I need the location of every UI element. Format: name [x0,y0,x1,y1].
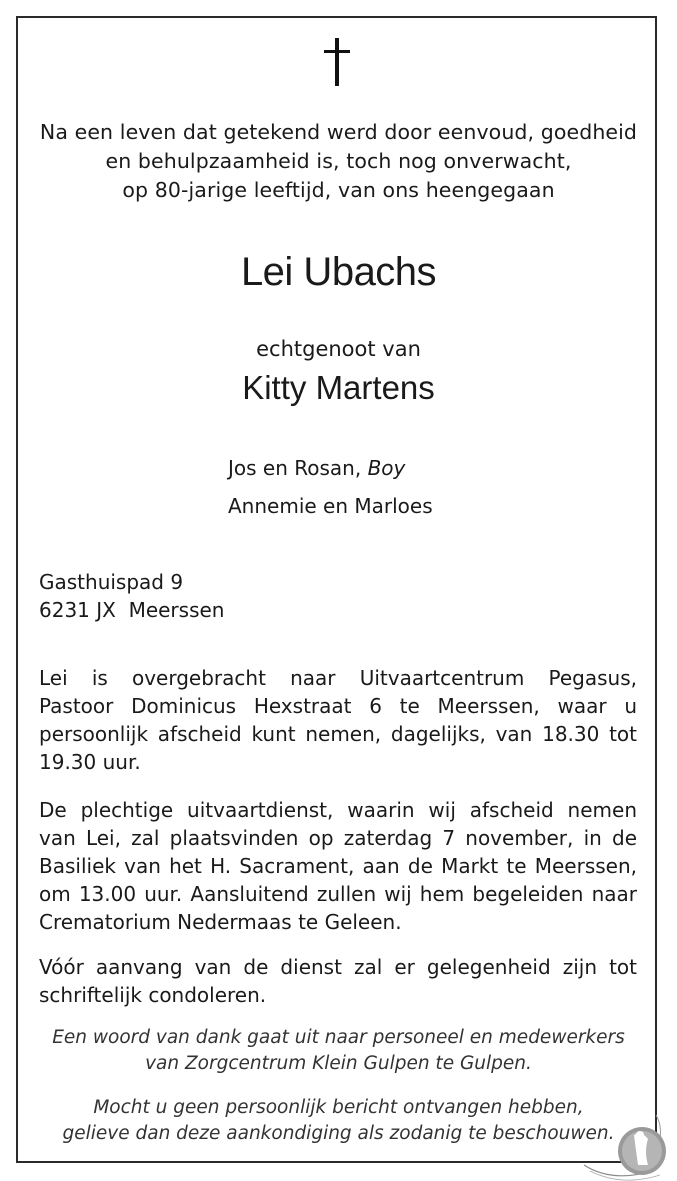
notice-line: gelieve dan deze aankondiging als zodanig te beschouwen. [62,1123,615,1144]
relatives-line-1 [228,455,405,481]
paragraph-service [39,796,637,936]
thanks-line: Een woord van dank gaat uit naar personeel en medewerkers [52,1027,625,1048]
notice-text [20,1095,657,1147]
publisher-logo-icon [582,1105,677,1181]
cross-icon [321,38,353,88]
address-city: 6231 JX Meerssen [39,598,225,622]
address [39,568,224,624]
spouse-name: Kitty Martens [242,369,435,406]
relatives-line-2: Annemie en Marloes [228,494,433,518]
paragraph-line: persoonlijk afscheid kunt nemen, dagelijks, van 18.30 tot [39,722,637,746]
intro-line: Na een leven dat getekend werd door eenvoud, goedheid [39,120,638,144]
intro-text [20,118,657,205]
paragraph-condolence [39,953,637,1009]
paragraph-line: Crematorium Nedermaas te Geleen. [39,910,402,934]
paragraph-viewing [39,664,637,776]
notice-line: Mocht u geen persoonlijk bericht ontvangen hebben, [93,1097,584,1118]
address-street: Gasthuispad 9 [39,570,184,594]
deceased-name: Lei Ubachs [240,250,437,294]
relatives-grandchild: Boy [367,456,406,480]
relatives-names: Jos en Rosan, [228,456,368,480]
paragraph-line: Basiliek van het H. Sacrament, aan de Markt te Meerssen, [39,854,637,878]
paragraph-line: 19.30 uur. [39,750,141,774]
paragraph-line: schriftelijk condoleren. [39,983,267,1007]
paragraph-line: van Lei, zal plaatsvinden op zaterdag 7 november, in de [39,826,637,850]
thanks-line: van Zorgcentrum Klein Gulpen te Gulpen. [145,1053,532,1074]
intro-line: op 80-jarige leeftijd, van ons heengegaan [122,178,555,202]
paragraph-line: Lei is overgebracht naar Uitvaartcentrum Pegasus, [39,666,637,690]
spouse-label: echtgenoot van [256,337,421,361]
intro-line: en behulpzaamheid is, toch nog onverwacht, [105,149,572,173]
paragraph-line: De plechtige uitvaartdienst, waarin wij afscheid nemen [39,798,637,822]
thanks-text [20,1025,657,1077]
paragraph-line: Vóór aanvang van de dienst zal er gelegenheid zijn tot [39,955,637,979]
paragraph-line: om 13.00 uur. Aansluitend zullen wij hem begeleiden naar [39,882,637,906]
paragraph-line: Pastoor Dominicus Hexstraat 6 te Meerssen, waar u [39,694,637,718]
